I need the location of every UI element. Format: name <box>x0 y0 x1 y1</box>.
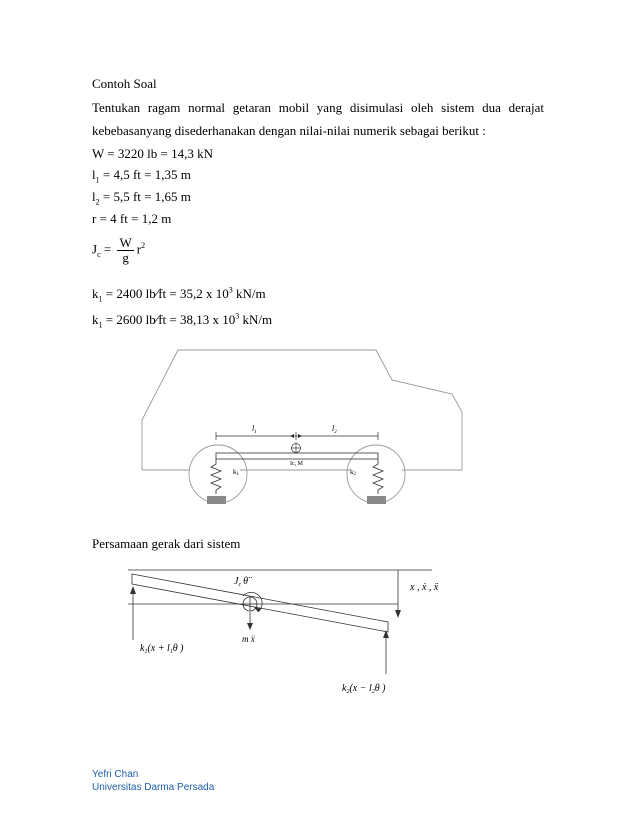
heading: Contoh Soal <box>92 76 157 91</box>
section-heading-equations: Persamaan gerak dari sistem <box>92 536 241 551</box>
eq-k1a-slash: ⁄ <box>155 286 159 302</box>
eq-jc-lhs: J <box>92 241 98 257</box>
eq-k1a-mid2: ft = 35,2 x 10 <box>158 286 229 301</box>
eq-k1b-tail: kN/m <box>239 312 273 327</box>
eq-l2-rhs: = 5,5 ft = 1,65 m <box>102 189 191 204</box>
label-center: Ic, M <box>290 461 303 467</box>
eq-r-lhs: r <box>92 211 97 226</box>
eq-w-rhs: = 3220 lb = 14,3 kN <box>107 146 213 161</box>
eq-l1-sub: 1 <box>95 175 100 185</box>
eq-jc-sup: 2 <box>141 241 146 251</box>
eq-jc-sub: c <box>97 250 101 260</box>
fbd-moment-label: $J_c$ θ̈ <box>234 576 249 588</box>
eq-l1-lhs: l <box>92 167 96 182</box>
eq-jc-numerator: W <box>119 235 132 250</box>
eq-jc-denominator: g <box>122 250 129 265</box>
eq-l1-rhs: = 4,5 ft = 1,35 m <box>102 167 191 182</box>
eq-r-rhs: = 4 ft = 1,2 m <box>99 211 172 226</box>
eq-k1b-lhs: k <box>92 312 99 327</box>
eq-k1a-lhs: k <box>92 286 99 301</box>
fbd-tilted-beam <box>132 574 388 632</box>
eq-k1a-sup: 3 <box>228 285 233 295</box>
fbd-right-force-label: $k_2(x - l_2\theta$ ) <box>342 683 386 695</box>
fbd-inertia-arrow <box>247 623 253 630</box>
intro-line-2: kebebasanyang disederhanakan dengan nilai-nilai numerik sebagai berikut : <box>92 123 486 138</box>
label-l1: $l_1$ <box>252 424 257 435</box>
fbd-displacement-arrow <box>395 610 401 618</box>
fbd-left-force-arrow <box>130 586 136 594</box>
label-k2: k2 <box>350 468 356 477</box>
eq-jc-r: r <box>136 241 142 257</box>
fbd-displacement-label: x , ẋ , ẍ <box>410 582 439 593</box>
eq-l2-lhs: l <box>92 189 96 204</box>
eq-k1b-sup: 3 <box>235 311 240 321</box>
eq-k1b-mid: = 2600 lb <box>105 312 156 327</box>
eq-k1b-mid2: ft = 38,13 x 10 <box>158 312 236 327</box>
footer-institution: Universitas Darma Persada <box>92 782 215 793</box>
eq-w-lhs: W <box>92 146 105 161</box>
eq-k1b-slash: ⁄ <box>155 312 159 328</box>
fbd-left-force-label: $k_1(x + l_1\theta$ ) <box>140 643 184 655</box>
fbd-inertia-label: m ẍ <box>242 634 255 644</box>
intro-line-1: Tentukan ragam normal getaran mobil yang disimulasi oleh sistem dua derajat <box>92 100 544 115</box>
footer-author: Yefri Chan <box>92 769 139 780</box>
eq-l2-sub: 2 <box>95 197 100 207</box>
eq-jc-equals: = <box>103 241 112 257</box>
label-l2: $l_2$ <box>332 424 337 435</box>
eq-k1b-sub: 1 <box>98 320 103 330</box>
label-k1: k1 <box>233 468 239 477</box>
eq-k1a-tail: kN/m <box>232 286 266 301</box>
eq-k1a-sub: 1 <box>98 294 103 304</box>
eq-k1a-mid: = 2400 lb <box>105 286 156 301</box>
